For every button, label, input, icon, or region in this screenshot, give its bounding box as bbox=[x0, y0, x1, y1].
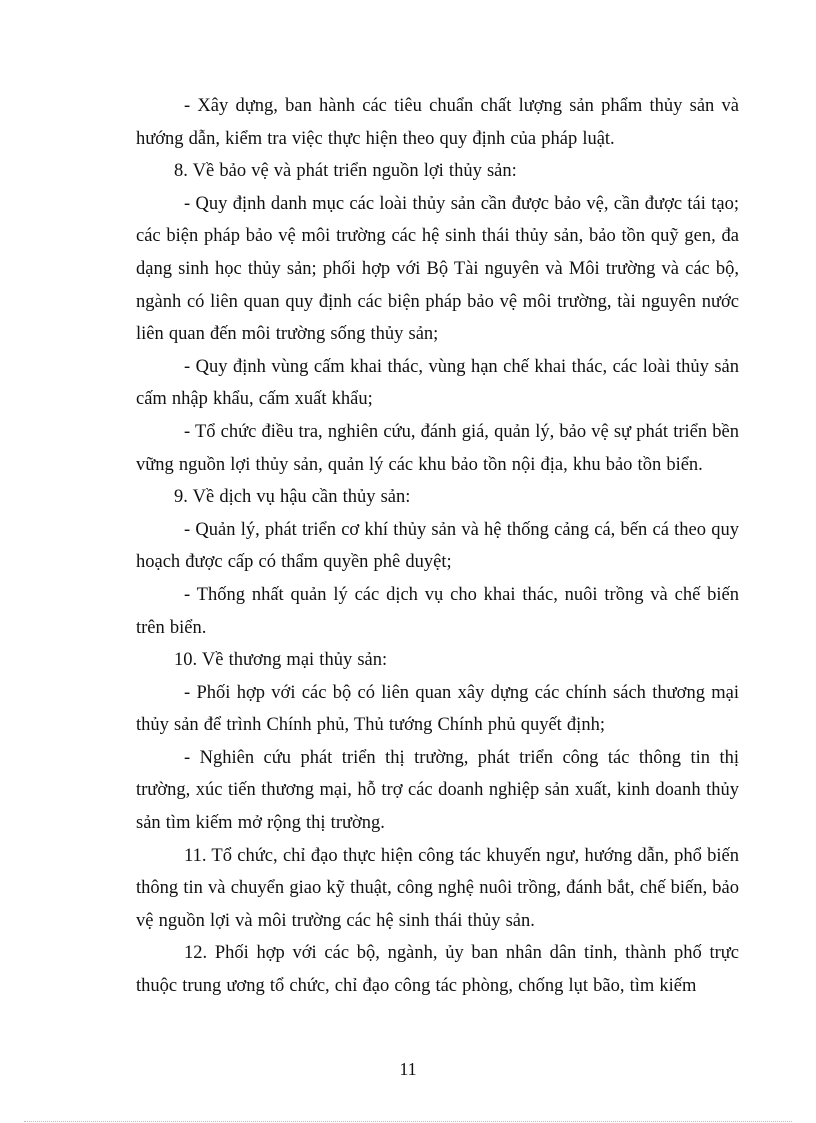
paragraph-protected-species: - Quy định danh mục các loài thủy sản cần được bảo vệ, cần được tái tạo; các biện pháp bảo vệ môi trường các hệ sinh thái thủy sản, bảo tồn quỹ gen, đa dạng sinh học thủy sản; phối hợp với Bộ Tài nguyên và Môi trường và các bộ, ngành có liên quan quy định các biện pháp bảo vệ môi trường, tài nguyên nước liên quan đến môi trường sống thủy sản; bbox=[136, 193, 739, 345]
paragraph-section-12: 12. Phối hợp với các bộ, ngành, ủy ban nhân dân tỉnh, thành phố trực thuộc trung ương tổ chức, chỉ đạo công tác phòng, chống lụt bão, tìm kiếm bbox=[136, 943, 739, 997]
paragraph-market-development: - Nghiên cứu phát triển thị trường, phát triển công tác thông tin thị trường, xúc tiến thương mại, hỗ trợ các doanh nghiệp sản xuất, kinh doanh thủy sản tìm kiếm mở rộng thị trường. bbox=[136, 747, 739, 834]
paragraph-section-11: 11. Tổ chức, chỉ đạo thực hiện công tác khuyến ngư, hướng dẫn, phổ biến thông tin và chuyển giao kỹ thuật, công nghệ nuôi trồng, đánh bắt, chế biến, bảo vệ nguồn lợi và môi trường các hệ sinh thái thủy sản. bbox=[136, 845, 739, 931]
body-text bbox=[136, 90, 739, 1003]
paragraph-quality-standards: - Xây dựng, ban hành các tiêu chuẩn chất lượng sản phẩm thủy sản và hướng dẫn, kiểm tra việc thực hiện theo quy định của pháp luật. bbox=[136, 96, 739, 149]
paragraph-restricted-zones: - Quy định vùng cấm khai thác, vùng hạn chế khai thác, các loài thủy sản cấm nhập khẩu, cấm xuất khẩu; bbox=[136, 356, 739, 410]
paragraph-trade-policy: - Phối hợp với các bộ có liên quan xây dựng các chính sách thương mại thủy sản để trình Chính phủ, Thủ tướng Chính phủ quyết định; bbox=[136, 682, 739, 736]
page-number: 11 bbox=[399, 1059, 417, 1079]
page-boundary-divider bbox=[24, 1121, 792, 1122]
heading-section-9: 9. Về dịch vụ hậu cần thủy sản: bbox=[174, 487, 411, 508]
heading-section-8: 8. Về bảo vệ và phát triển nguồn lợi thủy sản: bbox=[174, 161, 517, 182]
paragraph-research-conservation: - Tổ chức điều tra, nghiên cứu, đánh giá, quản lý, bảo vệ sự phát triển bền vững nguồn lợi thủy sản, quản lý các khu bảo tồn nội địa, khu bảo tồn biển. bbox=[136, 421, 739, 475]
heading-section-10: 10. Về thương mại thủy sản: bbox=[174, 650, 388, 671]
paragraph-offshore-services: - Thống nhất quản lý các dịch vụ cho khai thác, nuôi trồng và chế biến trên biển. bbox=[136, 584, 739, 638]
paragraph-fishing-ports: - Quản lý, phát triển cơ khí thủy sản và hệ thống cảng cá, bến cá theo quy hoạch được cấp có thẩm quyền phê duyệt; bbox=[136, 519, 739, 573]
